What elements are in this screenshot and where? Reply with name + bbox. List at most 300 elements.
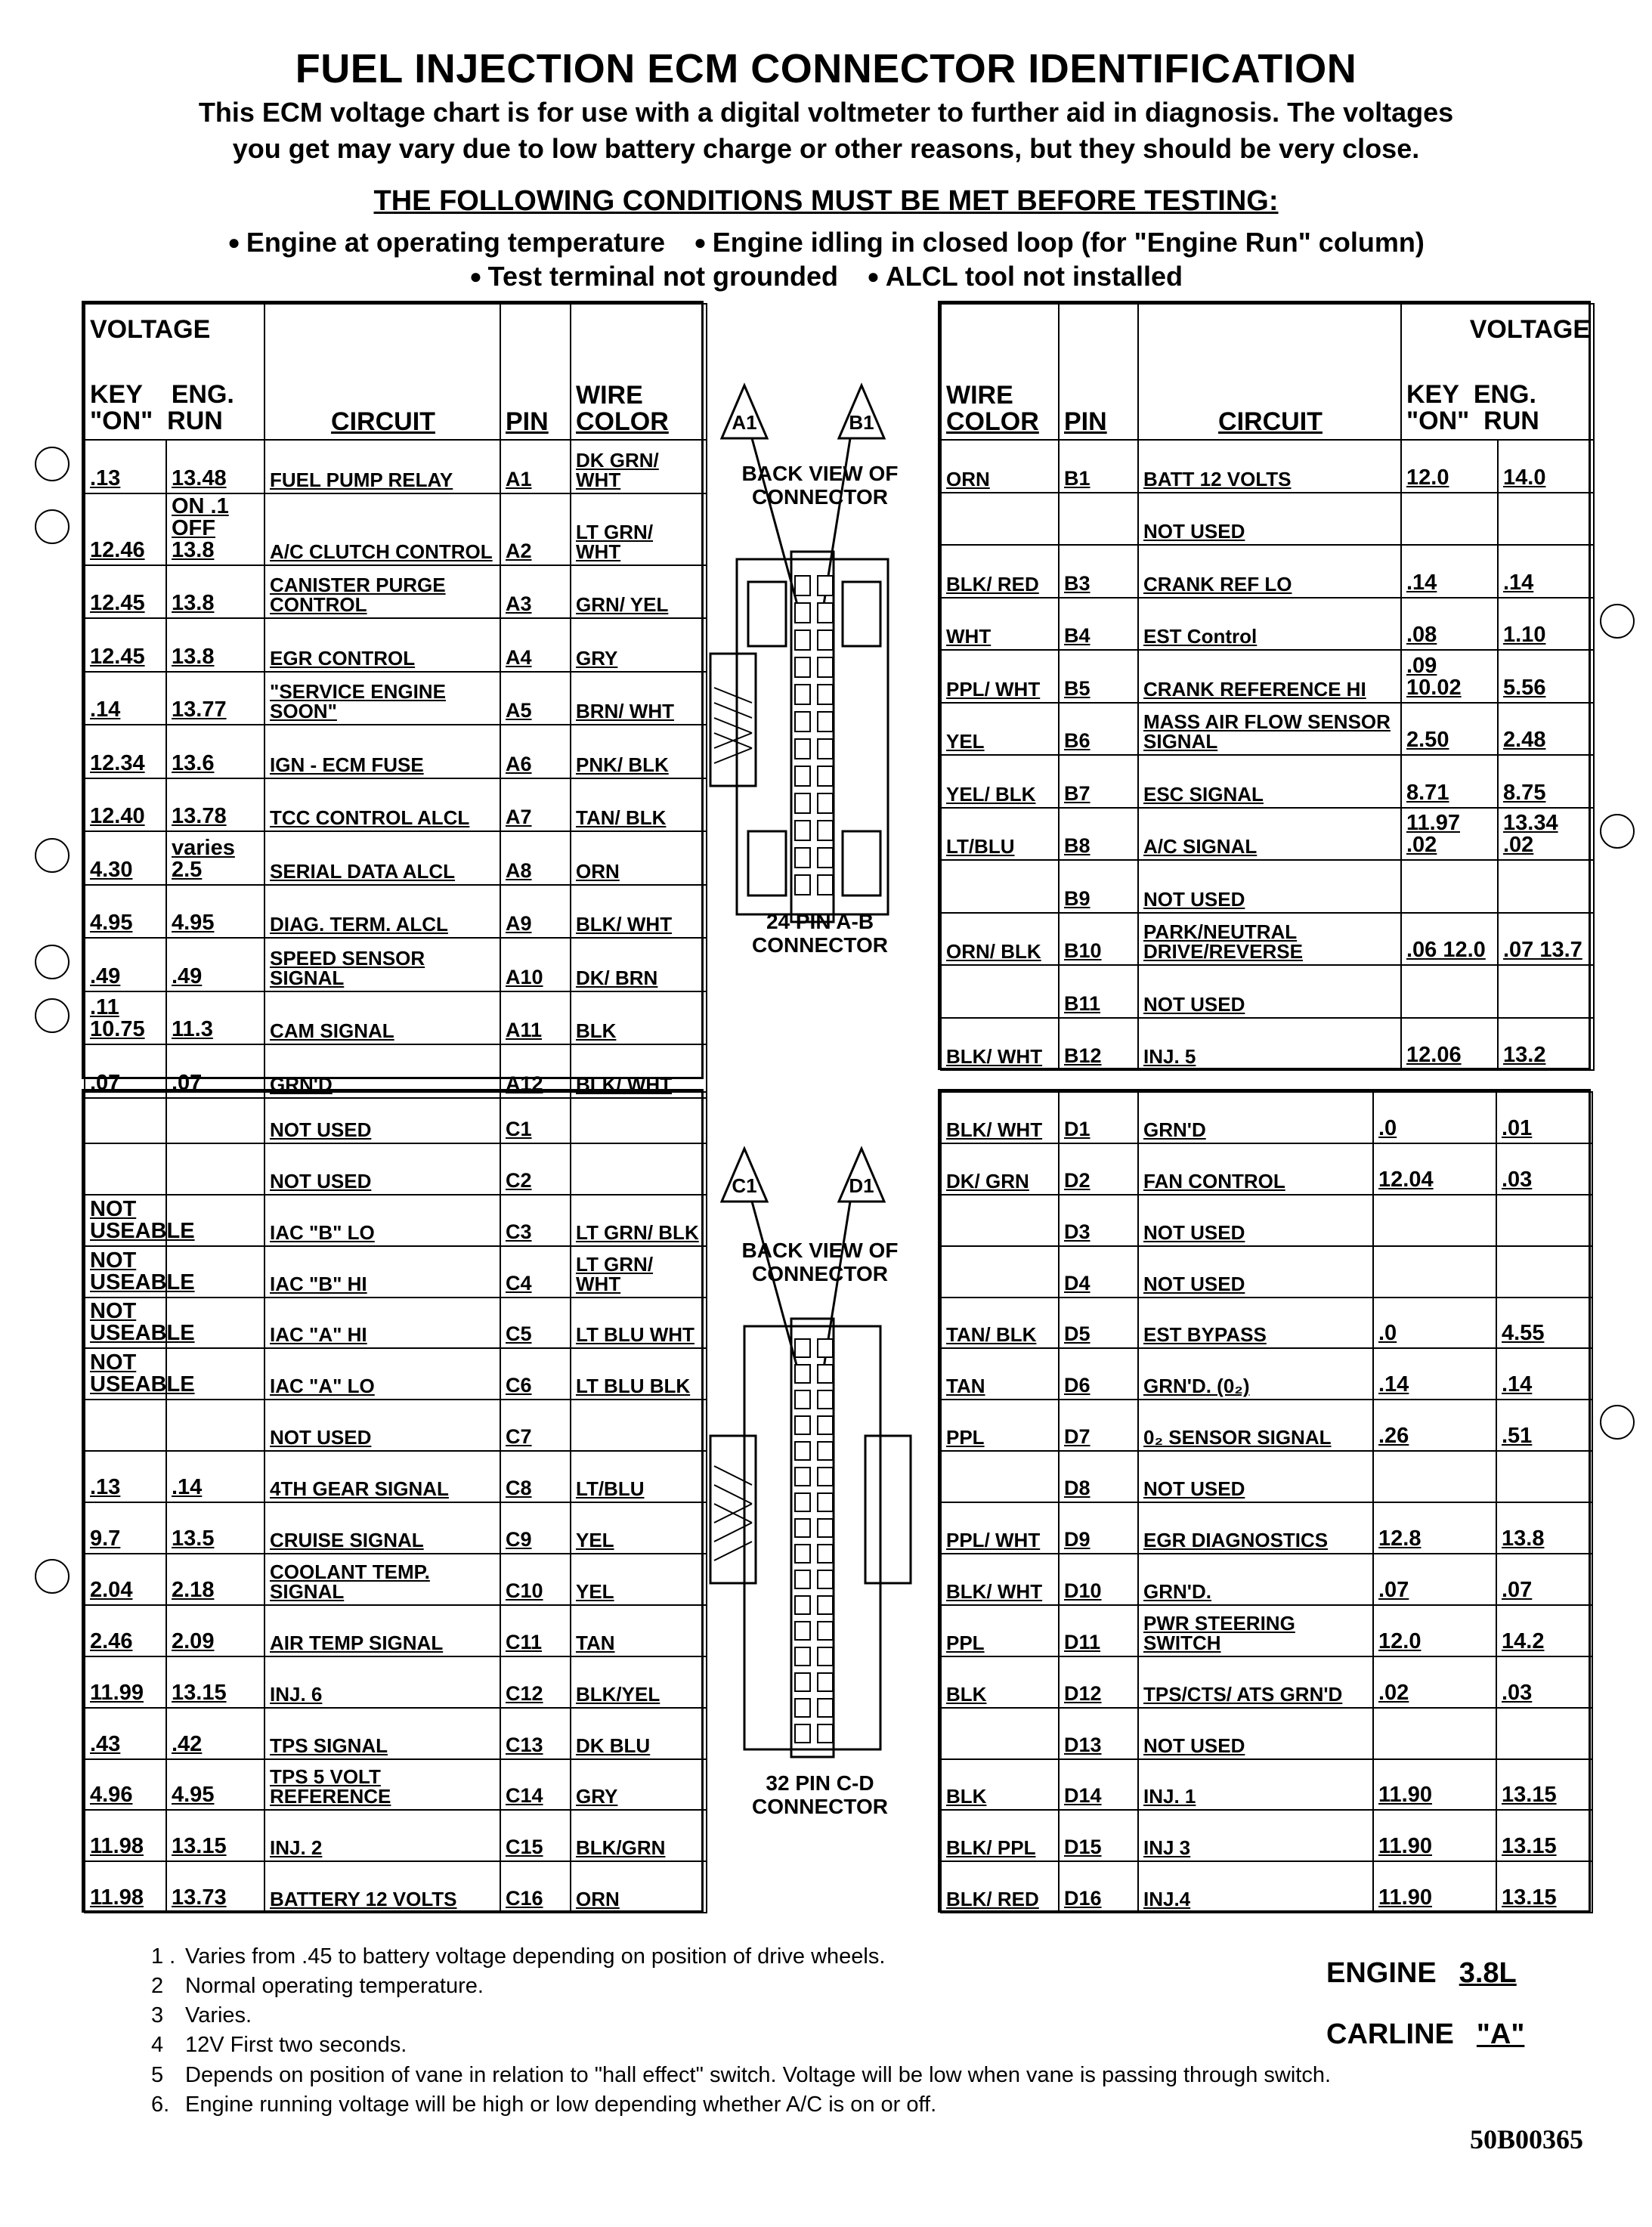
connector-pin	[795, 685, 810, 704]
cell-circuit: BATT 12 VOLTS	[1138, 440, 1401, 493]
cell-pin: A12	[500, 1044, 571, 1098]
cell-run: 8.75	[1498, 755, 1594, 808]
cell-key: 2.50	[1401, 703, 1498, 756]
cell-circuit: EGR DIAGNOSTICS	[1138, 1502, 1373, 1554]
cell-run: 13.73	[166, 1861, 265, 1913]
cell-key: 11.98	[85, 1861, 166, 1913]
cell-circuit: NOT USED	[1138, 493, 1401, 546]
cell-circuit: IAC "A" LO	[265, 1348, 500, 1400]
cell-run: 13.78	[166, 778, 265, 832]
footnotes	[151, 1942, 1360, 2120]
cell-run: varies 2.5	[166, 831, 265, 885]
connector-pin	[818, 1390, 833, 1409]
cell-key: NOT USEABLE	[85, 1298, 166, 1349]
cell-wire: YEL	[571, 1554, 707, 1605]
cell-wire	[941, 860, 1059, 913]
footnote-item	[151, 1942, 1360, 1972]
cell-pin: C10	[500, 1554, 571, 1605]
footnote-item	[151, 2031, 1360, 2060]
connector-pin	[795, 793, 810, 813]
table-row	[941, 703, 1594, 756]
cell-pin: D15	[1059, 1810, 1138, 1861]
cell-key	[1373, 1451, 1496, 1502]
cell-key: 4.95	[85, 885, 166, 939]
connector-pin	[818, 1416, 833, 1434]
table-row	[941, 1810, 1592, 1861]
cell-circuit: GRN'D. (0₂)	[1138, 1348, 1373, 1400]
cell-key: .13	[85, 1451, 166, 1502]
cell-pin: D8	[1059, 1451, 1138, 1502]
table-row	[85, 991, 707, 1045]
cell-pin: A4	[500, 618, 571, 672]
cell-circuit: EGR CONTROL	[265, 618, 500, 672]
cell-run: 13.6	[166, 725, 265, 778]
table-row	[85, 1605, 707, 1656]
cell-key: .0	[1373, 1298, 1496, 1349]
cell-run: 4.95	[166, 1759, 265, 1811]
cell-circuit: TPS SIGNAL	[265, 1708, 500, 1759]
cell-wire	[941, 1246, 1059, 1298]
connector-pin	[795, 766, 810, 786]
cell-circuit: "SERVICE ENGINE SOON"	[265, 672, 500, 725]
table-row	[85, 1810, 707, 1861]
cell-key: 12.40	[85, 778, 166, 832]
cell-pin: D4	[1059, 1246, 1138, 1298]
cell-key: 2.46	[85, 1605, 166, 1656]
cell-circuit: GRN'D.	[1138, 1554, 1373, 1605]
cell-pin: D12	[1059, 1656, 1138, 1708]
condition-item: ● Test terminal not grounded	[469, 261, 838, 292]
cell-wire: BLK	[571, 991, 707, 1045]
cell-wire: BLK	[941, 1759, 1059, 1811]
cell-run: 13.8	[166, 618, 265, 672]
table-row	[941, 1195, 1592, 1246]
footnote-item	[151, 1972, 1360, 2001]
cell-run: 13.15	[1496, 1759, 1592, 1811]
cell-pin: C16	[500, 1861, 571, 1913]
footnote-text: Depends on position of vane in relation to "hall effect" switch. Voltage will be low when vane is passing through switch.	[185, 2062, 1332, 2087]
connector-pin	[818, 1519, 833, 1537]
cell-wire: BLK	[941, 1656, 1059, 1708]
footnote-text: Normal operating temperature.	[185, 1974, 484, 1999]
table-row	[941, 913, 1594, 966]
cell-run: 4.95	[166, 885, 265, 939]
cell-wire: BLK/ PPL	[941, 1810, 1059, 1861]
table-row	[85, 1861, 707, 1913]
connector-pin	[795, 1673, 810, 1691]
cell-wire	[941, 1708, 1059, 1759]
cell-run: 2.48	[1498, 703, 1594, 756]
connector-pin	[795, 1570, 810, 1588]
cell-wire: LT BLU WHT	[571, 1298, 707, 1349]
cell-run: .51	[1496, 1400, 1592, 1451]
connector-pin	[818, 1622, 833, 1640]
cell-key: .49	[85, 938, 166, 991]
cell-key: 11.98	[85, 1810, 166, 1861]
table-row	[941, 545, 1594, 598]
footnote-marker	[35, 447, 70, 481]
connector-pin	[795, 821, 810, 840]
carline-value: "A"	[1476, 2018, 1525, 2050]
footnote-marker	[35, 945, 70, 979]
cell-run: 1.10	[1498, 598, 1594, 651]
footnote-marker	[35, 838, 70, 873]
cell-pin: A11	[500, 991, 571, 1045]
cell-circuit: CRANK REFERENCE HI	[1138, 650, 1401, 703]
cell-wire: BLK/ RED	[941, 545, 1059, 598]
footnote-number: 2	[151, 1974, 164, 1999]
cell-key	[1401, 493, 1498, 546]
connector-cd-label-right: D1	[849, 1174, 874, 1197]
cell-pin: D5	[1059, 1298, 1138, 1349]
footnote-text: 12V First two seconds.	[185, 2033, 407, 2058]
cell-wire: BLK/YEL	[571, 1656, 707, 1708]
cell-pin: C12	[500, 1656, 571, 1708]
cell-pin: A6	[500, 725, 571, 778]
cell-key: .14	[1373, 1348, 1496, 1400]
connector-pin	[818, 766, 833, 786]
cell-key: .0	[1373, 1092, 1496, 1143]
cell-wire: BLK/ WHT	[941, 1092, 1059, 1143]
cell-pin: A10	[500, 938, 571, 991]
cell-wire	[941, 493, 1059, 546]
table-row	[85, 778, 707, 832]
connector-cd-label-left: C1	[732, 1174, 757, 1197]
table-row	[85, 1656, 707, 1708]
cell-key: .14	[1401, 545, 1498, 598]
cell-key: .07	[1373, 1554, 1496, 1605]
cell-pin: D13	[1059, 1708, 1138, 1759]
cell-wire	[941, 1195, 1059, 1246]
cell-circuit: PARK/NEUTRAL DRIVE/REVERSE	[1138, 913, 1401, 966]
cell-wire	[571, 1400, 707, 1451]
cell-circuit: IAC "A" HI	[265, 1298, 500, 1349]
cell-run: 13.15	[1496, 1810, 1592, 1861]
table-row	[941, 1502, 1592, 1554]
cell-wire: LT/BLU	[571, 1451, 707, 1502]
cell-wire: LT GRN/ BLK	[571, 1195, 707, 1246]
table-row	[85, 1092, 707, 1143]
cell-pin: B3	[1059, 545, 1138, 598]
cell-circuit: INJ. 2	[265, 1810, 500, 1861]
cell-pin: A3	[500, 565, 571, 619]
connector-pin	[795, 875, 810, 895]
table-row	[85, 493, 707, 565]
cell-wire: DK BLU	[571, 1708, 707, 1759]
table-row	[941, 860, 1594, 913]
cell-key: 12.06	[1401, 1018, 1498, 1071]
connector-pin	[818, 875, 833, 895]
connector-pin	[795, 1390, 810, 1409]
table-row	[941, 1143, 1592, 1195]
cell-key: .07	[85, 1044, 166, 1098]
cell-circuit: CAM SIGNAL	[265, 991, 500, 1045]
connector-pin	[818, 1724, 833, 1743]
connector-pin	[818, 848, 833, 868]
cell-wire	[571, 1092, 707, 1143]
connector-pin	[818, 1468, 833, 1486]
table-row	[941, 1759, 1592, 1811]
cell-wire: YEL	[571, 1502, 707, 1554]
cell-circuit: CRUISE SIGNAL	[265, 1502, 500, 1554]
cell-wire: PPL/ WHT	[941, 650, 1059, 703]
table-row	[941, 493, 1594, 546]
cell-run	[1496, 1246, 1592, 1298]
cell-circuit: GRN'D	[265, 1044, 500, 1098]
cell-run	[1496, 1708, 1592, 1759]
cell-key: 12.45	[85, 618, 166, 672]
table-connector-c	[82, 1089, 704, 1913]
cell-wire: BLK/ WHT	[571, 885, 707, 939]
cell-key: 11.97 .02	[1401, 808, 1498, 861]
cell-pin: A2	[500, 493, 571, 565]
header-voltage: VOLTAGE KEY ENG. "ON" RUN	[1401, 304, 1594, 440]
connector-pin	[818, 1545, 833, 1563]
cell-circuit: EST BYPASS	[1138, 1298, 1373, 1349]
table-row	[941, 1861, 1592, 1913]
table-row	[85, 672, 707, 725]
cell-circuit: FAN CONTROL	[1138, 1143, 1373, 1195]
cell-circuit: NOT USED	[1138, 860, 1401, 913]
cell-run: 2.18	[166, 1554, 265, 1605]
cell-run: 5.56	[1498, 650, 1594, 703]
cell-circuit: 0₂ SENSOR SIGNAL	[1138, 1400, 1373, 1451]
cell-circuit: TCC CONTROL ALCL	[265, 778, 500, 832]
cell-run	[1496, 1195, 1592, 1246]
cell-pin: C1	[500, 1092, 571, 1143]
cell-key: .14	[85, 672, 166, 725]
cell-key	[1373, 1195, 1496, 1246]
footnote-number: 6.	[151, 2092, 170, 2117]
connector-pin	[818, 685, 833, 704]
cell-circuit: FUEL PUMP RELAY	[265, 440, 500, 493]
cell-run	[166, 1400, 265, 1451]
cell-pin	[1059, 493, 1138, 546]
cell-wire: WHT	[941, 598, 1059, 651]
connector-cd-caption: 32 PIN C-D CONNECTOR	[752, 1771, 888, 1818]
cell-circuit: IAC "B" LO	[265, 1195, 500, 1246]
cell-pin: A5	[500, 672, 571, 725]
cell-run: 4.55	[1496, 1298, 1592, 1349]
cell-run	[1498, 965, 1594, 1018]
connector-pin	[795, 1339, 810, 1357]
cell-pin: B4	[1059, 598, 1138, 651]
connector-pin	[818, 1570, 833, 1588]
cell-key: 12.04	[1373, 1143, 1496, 1195]
connector-pin	[818, 1365, 833, 1383]
connector-pin	[818, 1673, 833, 1691]
engine-value: 3.8L	[1459, 1957, 1517, 1989]
table-row	[941, 1298, 1592, 1349]
cell-pin: B8	[1059, 808, 1138, 861]
footnote-marker	[1600, 1405, 1635, 1440]
cell-wire: BLK/GRN	[571, 1810, 707, 1861]
cell-run	[1498, 493, 1594, 546]
cell-wire: DK/ GRN	[941, 1143, 1059, 1195]
cell-circuit: SPEED SENSOR SIGNAL	[265, 938, 500, 991]
connector-pin	[818, 657, 833, 677]
connector-ab-label-right: B1	[849, 411, 874, 434]
cell-run: .03	[1496, 1143, 1592, 1195]
condition-item: ● Engine idling in closed loop (for "Engine Run" column)	[694, 227, 1425, 258]
cell-wire: GRY	[571, 1759, 707, 1811]
header-pin: PIN	[1059, 304, 1138, 440]
cell-pin: D6	[1059, 1348, 1138, 1400]
connector-pin	[818, 1339, 833, 1357]
cell-circuit: CRANK REF LO	[1138, 545, 1401, 598]
cell-key	[85, 1143, 166, 1195]
cell-key: 11.99	[85, 1656, 166, 1708]
cell-pin: C14	[500, 1759, 571, 1811]
cell-circuit: EST Control	[1138, 598, 1401, 651]
table-row	[941, 1092, 1592, 1143]
table-row	[941, 1656, 1592, 1708]
cell-circuit: CANISTER PURGE CONTROL	[265, 565, 500, 619]
table-row	[85, 1143, 707, 1195]
cell-key: 12.45	[85, 565, 166, 619]
connector-pin	[795, 1545, 810, 1563]
cell-pin: B10	[1059, 913, 1138, 966]
cell-run: 14.0	[1498, 440, 1594, 493]
cell-pin: C6	[500, 1348, 571, 1400]
footnote-marker	[1600, 814, 1635, 849]
cell-run: .07	[166, 1044, 265, 1098]
table-connector-d	[938, 1089, 1591, 1913]
header-circuit: CIRCUIT	[1138, 304, 1401, 440]
table-row	[85, 1502, 707, 1554]
table-row	[941, 1246, 1592, 1298]
connector-pin	[795, 1442, 810, 1460]
cell-pin: B6	[1059, 703, 1138, 756]
connector-pin	[795, 1365, 810, 1383]
cell-wire: BRN/ WHT	[571, 672, 707, 725]
cell-pin: C7	[500, 1400, 571, 1451]
cell-pin: A1	[500, 440, 571, 493]
cell-key: NOT USEABLE	[85, 1348, 166, 1400]
cell-wire: YEL/ BLK	[941, 755, 1059, 808]
connector-pin	[795, 1468, 810, 1486]
cell-run: .14	[166, 1451, 265, 1502]
cell-key	[1401, 860, 1498, 913]
footnote-item	[151, 2061, 1360, 2090]
cell-key	[1373, 1708, 1496, 1759]
table-row	[941, 1451, 1592, 1502]
cell-wire: YEL	[941, 703, 1059, 756]
cell-key: 8.71	[1401, 755, 1498, 808]
cell-key: 12.46	[85, 493, 166, 565]
table-row	[85, 1554, 707, 1605]
table-row	[85, 1246, 707, 1298]
connector-cd-diagram	[707, 1141, 933, 1768]
document-code: 50B00365	[1470, 2124, 1584, 2154]
connector-pin	[795, 1519, 810, 1537]
cell-circuit: BATTERY 12 VOLTS	[265, 1861, 500, 1913]
cell-circuit: NOT USED	[265, 1092, 500, 1143]
cell-circuit: NOT USED	[1138, 1451, 1373, 1502]
cell-pin: C3	[500, 1195, 571, 1246]
condition-item: ● ALCL tool not installed	[867, 261, 1183, 292]
cell-run: .14	[1496, 1348, 1592, 1400]
cell-wire: GRN/ YEL	[571, 565, 707, 619]
cell-wire: ORN/ BLK	[941, 913, 1059, 966]
footnote-marker	[1600, 604, 1635, 639]
cell-circuit: INJ 3	[1138, 1810, 1373, 1861]
cell-circuit: INJ. 1	[1138, 1759, 1373, 1811]
table-row	[85, 1195, 707, 1246]
intro-line-2: you get may vary due to low battery charge or other reasons, but they should be very close.	[232, 133, 1420, 164]
cell-pin: D3	[1059, 1195, 1138, 1246]
cell-run: 14.2	[1496, 1605, 1592, 1656]
cell-circuit: NOT USED	[1138, 1246, 1373, 1298]
footnote-number: 5	[151, 2062, 164, 2087]
cell-run: 13.2	[1498, 1018, 1594, 1071]
cell-wire: LT BLU BLK	[571, 1348, 707, 1400]
header-circuit: CIRCUIT	[265, 304, 500, 440]
cell-pin: A9	[500, 885, 571, 939]
connector-pin	[795, 1622, 810, 1640]
cell-pin: A8	[500, 831, 571, 885]
table-row	[941, 650, 1594, 703]
cell-circuit: DIAG. TERM. ALCL	[265, 885, 500, 939]
footnote-marker	[35, 509, 70, 544]
cell-wire	[941, 1451, 1059, 1502]
conditions-line-2	[0, 261, 1652, 292]
cell-pin: C4	[500, 1246, 571, 1298]
cell-run: 13.8	[1496, 1502, 1592, 1554]
conditions-heading: THE FOLLOWING CONDITIONS MUST BE MET BEFORE TESTING:	[373, 185, 1279, 217]
cell-wire	[571, 1143, 707, 1195]
cell-run: ON .1 OFF 13.8	[166, 493, 265, 565]
cell-pin: B11	[1059, 965, 1138, 1018]
cell-key: .06 12.0	[1401, 913, 1498, 966]
intro-line-1: This ECM voltage chart is for use with a digital voltmeter to further aid in diagnosis. The voltages	[198, 97, 1454, 128]
cell-circuit: TPS/CTS/ ATS GRN'D	[1138, 1656, 1373, 1708]
cell-key: 12.34	[85, 725, 166, 778]
cell-circuit: SERIAL DATA ALCL	[265, 831, 500, 885]
footnote-number: 4	[151, 2033, 164, 2058]
cell-key: 9.7	[85, 1502, 166, 1554]
cell-circuit: INJ. 5	[1138, 1018, 1401, 1071]
cell-run: 13.15	[166, 1810, 265, 1861]
footnote-item	[151, 2001, 1360, 2031]
cell-key: 12.0	[1401, 440, 1498, 493]
cell-key: .11 10.75	[85, 991, 166, 1045]
cell-wire: TAN/ BLK	[571, 778, 707, 832]
table-row	[941, 808, 1594, 861]
cell-pin: D14	[1059, 1759, 1138, 1811]
table-row	[941, 1554, 1592, 1605]
cell-run: 13.77	[166, 672, 265, 725]
cell-pin: D10	[1059, 1554, 1138, 1605]
cell-key: NOT USEABLE	[85, 1246, 166, 1298]
cell-wire: PNK/ BLK	[571, 725, 707, 778]
cell-run: 11.3	[166, 991, 265, 1045]
conditions-line-1	[0, 227, 1652, 258]
connector-pin	[795, 1596, 810, 1614]
cell-wire: ORN	[941, 440, 1059, 493]
table-row	[941, 1708, 1592, 1759]
table-row	[85, 1348, 707, 1400]
footnote-number: 3	[151, 2003, 164, 2028]
cell-circuit: NOT USED	[1138, 965, 1401, 1018]
condition-item: ● Engine at operating temperature	[227, 227, 665, 258]
cell-pin: D1	[1059, 1092, 1138, 1143]
table-row	[85, 565, 707, 619]
cell-run: .03	[1496, 1656, 1592, 1708]
cell-run: 13.15	[1496, 1861, 1592, 1913]
connector-pin	[818, 793, 833, 813]
connector-pin	[818, 739, 833, 759]
